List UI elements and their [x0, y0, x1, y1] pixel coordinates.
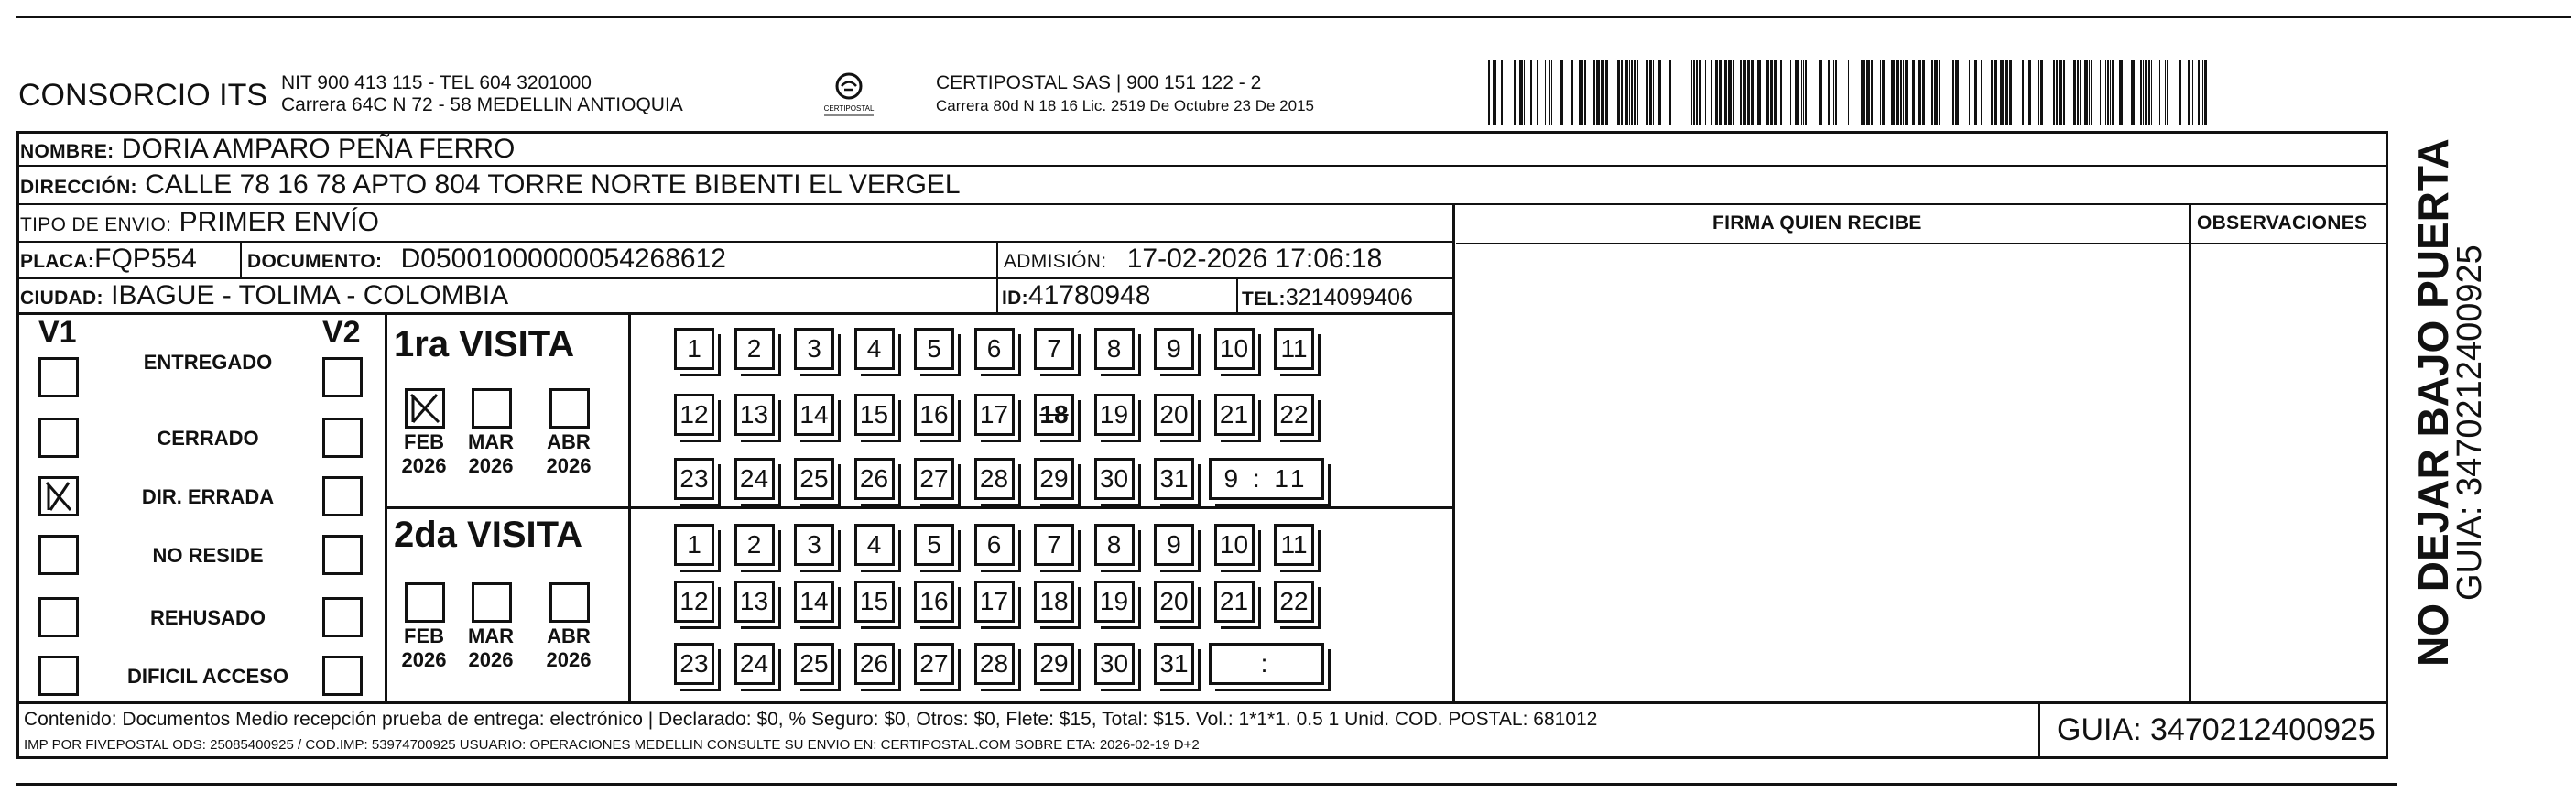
month-checkbox[interactable]	[472, 388, 512, 429]
month-checkbox[interactable]	[549, 582, 590, 623]
status-label: ENTREGADO	[143, 351, 273, 374]
day-box[interactable]: 2	[734, 524, 775, 566]
v2-header: V2	[322, 315, 361, 350]
day-box[interactable]: 14	[794, 581, 834, 623]
barcode-bar	[1488, 60, 1490, 125]
plate-label: PLACA:	[20, 251, 95, 272]
barcode-bar	[2204, 60, 2207, 125]
barcode-bar	[1530, 60, 1532, 125]
barcode-bar	[1955, 60, 1959, 125]
status-label: DIR. ERRADA	[141, 485, 275, 508]
plate-value: FQP554	[94, 244, 197, 274]
day-box[interactable]: 25	[794, 643, 834, 685]
day-box[interactable]: 15	[854, 394, 895, 436]
day-box[interactable]: 3	[794, 524, 834, 566]
tel-label: TEL:	[1242, 288, 1286, 310]
barcode-bar	[1880, 60, 1881, 125]
day-box[interactable]: 10	[1214, 524, 1255, 566]
day-box[interactable]: 23	[674, 643, 714, 685]
month-checkbox[interactable]	[405, 388, 445, 429]
barcode-bar	[1864, 60, 1865, 125]
month-name: MAR	[467, 430, 515, 453]
cell-divider	[996, 241, 998, 314]
carrier-name: CERTIPOSTAL SAS | 900 151 122 - 2	[936, 72, 1262, 93]
barcode-bar	[1696, 60, 1698, 125]
day-box[interactable]: 27	[914, 643, 954, 685]
barcode-bar	[1691, 60, 1692, 125]
barcode-bar	[1545, 60, 1546, 125]
barcode-bar	[1882, 60, 1885, 125]
day-box[interactable]: 25	[794, 458, 834, 500]
v1-header: V1	[38, 315, 77, 350]
name-label: NOMBRE:	[20, 141, 114, 162]
barcode-bar	[2143, 60, 2144, 125]
row-line	[16, 203, 2388, 205]
barcode-bar	[1549, 60, 1550, 125]
barcode-bar	[1803, 60, 1804, 125]
barcode-bar	[1981, 60, 1982, 125]
day-box[interactable]: 19	[1094, 581, 1135, 623]
day-box[interactable]: 7	[1034, 328, 1074, 370]
barcode-bar	[1751, 60, 1754, 125]
day-box[interactable]: 15	[854, 581, 895, 623]
cell-divider	[1236, 277, 1238, 314]
month-label	[540, 430, 597, 478]
status-v1-checkbox[interactable]	[38, 418, 79, 458]
barcode-bar	[1801, 60, 1802, 125]
barcode-bar	[2080, 60, 2081, 125]
day-box[interactable]: 1	[674, 328, 714, 370]
barcode-bar	[1501, 60, 1503, 125]
barcode-bar	[1757, 60, 1761, 125]
barcode-bar	[1891, 60, 1895, 125]
status-v2-checkbox[interactable]	[322, 597, 363, 637]
barcode-bar	[1617, 60, 1620, 125]
col-divider	[1452, 203, 1455, 702]
barcode-bar	[1524, 60, 1525, 125]
visit-time-field[interactable]: 9 : 11	[1209, 458, 1324, 500]
day-box[interactable]: 29	[1034, 458, 1074, 500]
send-type-field	[20, 207, 379, 241]
address-value: CALLE 78 16 78 APTO 804 TORRE NORTE BIBENTI EL VERGEL	[145, 169, 961, 200]
day-box[interactable]: 18	[1034, 581, 1074, 623]
day-box[interactable]: 20	[1154, 394, 1194, 436]
barcode-bar	[2059, 60, 2062, 125]
barcode	[1488, 60, 2221, 125]
barcode-bar	[1861, 60, 1864, 125]
id-field	[1002, 280, 1150, 314]
barcode-bar	[2145, 60, 2147, 125]
month-name: ABR	[547, 430, 591, 453]
barcode-bar	[1581, 60, 1583, 125]
day-box[interactable]: 19	[1094, 394, 1135, 436]
day-box[interactable]: 23	[674, 458, 714, 500]
month-year: 2026	[401, 648, 447, 671]
visit-divider	[385, 506, 1454, 509]
day-box[interactable]: 14	[794, 394, 834, 436]
company-name: CONSORCIO ITS	[18, 78, 268, 113]
barcode-bar	[1866, 60, 1870, 125]
day-box[interactable]: 9	[1154, 524, 1194, 566]
day-box[interactable]: 4	[854, 524, 895, 566]
admission-field	[1004, 244, 1382, 277]
day-box[interactable]: 17	[974, 394, 1015, 436]
day-box[interactable]: 11	[1274, 524, 1314, 566]
status-v1-checkbox[interactable]	[38, 476, 79, 516]
address-label: DIRECCIÓN:	[20, 177, 137, 198]
day-box[interactable]: 28	[974, 643, 1015, 685]
col-divider	[2189, 203, 2191, 702]
city-label: CIUDAD:	[20, 288, 103, 309]
status-v1-checkbox[interactable]	[38, 656, 79, 696]
row-line	[16, 241, 1454, 243]
barcode-bar	[1625, 60, 1628, 125]
barcode-bar	[1952, 60, 1954, 125]
month-checkbox[interactable]	[472, 582, 512, 623]
month-year: 2026	[546, 454, 592, 477]
barcode-bar	[2091, 60, 2092, 125]
barcode-bar	[1833, 60, 1834, 125]
day-box[interactable]: 31	[1154, 643, 1194, 685]
day-box[interactable]: 6	[974, 524, 1015, 566]
day-box[interactable]: 18	[1034, 394, 1074, 436]
barcode-bar	[1669, 60, 1671, 125]
id-label: ID:	[1002, 288, 1028, 309]
certipostal-logo	[811, 70, 886, 117]
barcode-bar	[1711, 60, 1712, 125]
barcode-bar	[2167, 60, 2168, 125]
do-not-leave-under-door: NO DEJAR BAJO PUERTA	[2409, 138, 2457, 667]
barcode-bar	[2028, 60, 2031, 125]
barcode-bar	[2151, 60, 2152, 125]
visit1-title: 1ra VISITA	[394, 324, 575, 364]
day-box[interactable]: 13	[734, 394, 775, 436]
month-year: 2026	[468, 648, 514, 671]
tel-value: 3214099406	[1285, 285, 1413, 310]
barcode-bar	[1579, 60, 1581, 125]
status-v1-checkbox[interactable]	[38, 597, 79, 637]
day-box[interactable]: 11	[1274, 328, 1314, 370]
barcode-bar	[1848, 60, 1849, 125]
barcode-bar	[2005, 60, 2008, 125]
barcode-bar	[1658, 60, 1661, 125]
barcode-bar	[1621, 60, 1623, 125]
barcode-bar	[1705, 60, 1706, 125]
barcode-bar	[2063, 60, 2065, 125]
month-label	[462, 625, 519, 672]
barcode-bar	[1905, 60, 1908, 125]
city-value: IBAGUE - TOLIMA - COLOMBIA	[111, 280, 509, 310]
admission-value: 17-02-2026 17:06:18	[1126, 244, 1383, 274]
month-year: 2026	[546, 648, 592, 671]
barcode-bar	[1733, 60, 1734, 125]
barcode-bar	[1699, 60, 1701, 125]
barcode-bar	[2159, 60, 2160, 125]
day-box[interactable]: 28	[974, 458, 1015, 500]
day-box[interactable]: 4	[854, 328, 895, 370]
barcode-bar	[1601, 60, 1604, 125]
month-name: ABR	[547, 625, 591, 647]
barcode-bar	[1715, 60, 1718, 125]
guia-divider	[2038, 701, 2040, 758]
barcode-bar	[1747, 60, 1750, 125]
footer-line	[16, 701, 2388, 704]
day-box[interactable]: 9	[1154, 328, 1194, 370]
status-label: REHUSADO	[150, 606, 266, 629]
day-box[interactable]: 21	[1214, 394, 1255, 436]
barcode-bar	[1828, 60, 1830, 125]
barcode-bar	[1819, 60, 1822, 125]
barcode-bar	[1896, 60, 1899, 125]
month-name: MAR	[467, 625, 515, 647]
day-box[interactable]: 29	[1034, 643, 1074, 685]
barcode-bar	[1493, 60, 1495, 125]
status-v2-checkbox[interactable]	[322, 535, 363, 575]
barcode-bar	[1693, 60, 1695, 125]
barcode-bar	[1605, 60, 1608, 125]
barcode-bar	[2148, 60, 2150, 125]
barcode-bar	[2056, 60, 2058, 125]
month-year: 2026	[401, 454, 447, 477]
month-checkbox[interactable]	[405, 582, 445, 623]
barcode-bar	[1551, 60, 1552, 125]
barcode-bar	[1584, 60, 1586, 125]
day-box[interactable]: 12	[674, 581, 714, 623]
admission-label: ADMISIÓN:	[1004, 251, 1107, 272]
barcode-bar	[1537, 60, 1538, 125]
barcode-bar	[2105, 60, 2106, 125]
barcode-bar	[1728, 60, 1732, 125]
month-label	[462, 430, 519, 478]
row-line	[16, 277, 1454, 279]
name-value: DORIA AMPARO PEÑA FERRO	[121, 134, 516, 164]
barcode-bar	[2179, 60, 2181, 125]
barcode-bar	[2089, 60, 2090, 125]
company-address: Carrera 64C N 72 - 58 MEDELLIN ANTIOQUIA	[281, 94, 683, 115]
day-box[interactable]: 10	[1214, 328, 1255, 370]
day-box[interactable]: 16	[914, 581, 954, 623]
day-box[interactable]: 6	[974, 328, 1015, 370]
document-value: D05001000000054268612	[400, 244, 726, 274]
barcode-bar	[2119, 60, 2123, 125]
barcode-bar	[2131, 60, 2135, 125]
barcode-bar	[1596, 60, 1600, 125]
barcode-bar	[2165, 60, 2166, 125]
name-field	[20, 134, 515, 168]
status-v2-checkbox[interactable]	[322, 476, 363, 516]
barcode-bar	[1780, 60, 1782, 125]
barcode-bar	[1790, 60, 1791, 125]
barcode-bar	[1634, 60, 1636, 125]
barcode-bar	[2053, 60, 2055, 125]
status-v1-checkbox[interactable]	[38, 535, 79, 575]
day-box[interactable]: 8	[1094, 328, 1135, 370]
send-type-label: TIPO DE ENVIO:	[20, 214, 172, 235]
barcode-bar	[2077, 60, 2079, 125]
barcode-bar	[2192, 60, 2193, 125]
visit-time-field[interactable]: :	[1209, 643, 1324, 685]
day-box[interactable]: 22	[1274, 394, 1314, 436]
barcode-bar	[1922, 60, 1925, 125]
day-box[interactable]: 24	[734, 458, 775, 500]
id-value: 41780948	[1027, 280, 1151, 310]
barcode-bar	[2038, 60, 2039, 125]
barcode-bar	[1774, 60, 1777, 125]
barcode-bar	[1743, 60, 1746, 125]
plate-field	[20, 244, 197, 277]
outer-bottom-line	[16, 783, 2397, 786]
barcode-bar	[1766, 60, 1769, 125]
month-name: FEB	[404, 625, 444, 647]
day-box[interactable]: 21	[1214, 581, 1255, 623]
month-label	[540, 625, 597, 672]
document-field	[247, 244, 726, 277]
top-border	[16, 16, 2571, 18]
day-box[interactable]: 13	[734, 581, 775, 623]
barcode-bar	[1495, 60, 1496, 125]
document-label: DOCUMENTO:	[247, 251, 383, 272]
day-box[interactable]: 24	[734, 643, 775, 685]
barcode-bar	[2100, 60, 2101, 125]
status-label: NO RESIDE	[152, 544, 264, 567]
barcode-bar	[1629, 60, 1630, 125]
day-box[interactable]: 26	[854, 643, 895, 685]
barcode-bar	[1918, 60, 1921, 125]
day-box[interactable]: 3	[794, 328, 834, 370]
barcode-bar	[2202, 60, 2203, 125]
day-box[interactable]: 17	[974, 581, 1015, 623]
barcode-bar	[2084, 60, 2088, 125]
barcode-bar	[1724, 60, 1727, 125]
barcode-bar	[2107, 60, 2109, 125]
barcode-bar	[1740, 60, 1742, 125]
barcode-bar	[1637, 60, 1638, 125]
barcode-bar	[1903, 60, 1904, 125]
day-box[interactable]: 22	[1274, 581, 1314, 623]
carrier-address: Carrera 80d N 18 16 Lic. 2519 De Octubre 23 De 2015	[936, 97, 1314, 114]
barcode-bar	[1912, 60, 1915, 125]
column-header-line	[1456, 243, 2388, 244]
day-box[interactable]: 2	[734, 328, 775, 370]
barcode-bar	[1795, 60, 1799, 125]
address-field	[20, 169, 961, 203]
tel-field	[1242, 282, 1413, 315]
status-v2-checkbox[interactable]	[322, 357, 363, 397]
day-box[interactable]: 31	[1154, 458, 1194, 500]
barcode-bar	[2000, 60, 2004, 125]
barcode-bar	[1593, 60, 1595, 125]
day-box[interactable]: 30	[1094, 458, 1135, 500]
barcode-bar	[2198, 60, 2200, 125]
barcode-bar	[1991, 60, 1993, 125]
barcode-bar	[1969, 60, 1970, 125]
day-box[interactable]: 30	[1094, 643, 1135, 685]
barcode-bar	[1974, 60, 1977, 125]
barcode-bar	[1560, 60, 1563, 125]
svg-text:CERTIPOSTAL: CERTIPOSTAL	[823, 104, 875, 113]
footer-print-info: IMP POR FIVEPOSTAL ODS: 25085400925 / COD.IMP: 53974700925 USUARIO: OPERACIONES MEDELLIN CONSULTE SU ENVIO EN: CERTIPOSTAL.COM SOBRE ETA: 2026-02-19 D+2	[24, 737, 1200, 753]
barcode-bar	[1994, 60, 1997, 125]
barcode-bar	[1939, 60, 1940, 125]
barcode-bar	[1900, 60, 1902, 125]
frame-bottom	[16, 756, 2388, 759]
barcode-bar	[1934, 60, 1938, 125]
observations-header: OBSERVACIONES	[2197, 212, 2368, 234]
day-box[interactable]: 5	[914, 524, 954, 566]
barcode-bar	[1835, 60, 1837, 125]
month-name: FEB	[404, 430, 444, 453]
day-box[interactable]: 7	[1034, 524, 1074, 566]
barcode-bar	[1770, 60, 1773, 125]
signature-header: FIRMA QUIEN RECIBE	[1712, 212, 1922, 234]
barcode-bar	[2009, 60, 2012, 125]
footer-content: Contenido: Documentos Medio recepción prueba de entrega: electrónico | Declarado: $0, % Seguro: $0, Otros: $0, Flete: $15, Total: $15. Vol.: 1*1*1. 0.5 1 Unid. COD. POSTAL: 681012	[24, 709, 1598, 730]
footer-guia: GUIA: 3470212400925	[2057, 712, 2375, 747]
day-box[interactable]: 1	[674, 524, 714, 566]
city-field	[20, 280, 508, 314]
status-v2-checkbox[interactable]	[322, 656, 363, 696]
barcode-bar	[1719, 60, 1722, 125]
month-label	[396, 430, 452, 478]
day-box[interactable]: 26	[854, 458, 895, 500]
barcode-bar	[2140, 60, 2142, 125]
barcode-bar	[1646, 60, 1648, 125]
barcode-bar	[2112, 60, 2114, 125]
barcode-bar	[1571, 60, 1573, 125]
barcode-bar	[1805, 60, 1807, 125]
day-box[interactable]: 5	[914, 328, 954, 370]
barcode-bar	[1519, 60, 1523, 125]
side-guia: GUIA: 3470212400925	[2451, 244, 2489, 601]
barcode-bar	[2110, 60, 2111, 125]
status-label: CERRADO	[157, 427, 259, 450]
barcode-bar	[2022, 60, 2024, 125]
day-box[interactable]: 20	[1154, 581, 1194, 623]
day-box[interactable]: 8	[1094, 524, 1135, 566]
barcode-bar	[2040, 60, 2043, 125]
cell-divider	[240, 241, 242, 277]
day-box[interactable]: 16	[914, 394, 954, 436]
status-v1-checkbox[interactable]	[38, 357, 79, 397]
day-box[interactable]: 12	[674, 394, 714, 436]
frame-left	[16, 131, 19, 759]
barcode-bar	[1871, 60, 1873, 125]
visit2-title: 2da VISITA	[394, 515, 582, 555]
barcode-bar	[1631, 60, 1633, 125]
send-type-value: PRIMER ENVÍO	[179, 207, 379, 237]
barcode-bar	[1653, 60, 1654, 125]
barcode-bar	[1649, 60, 1652, 125]
month-year: 2026	[468, 454, 514, 477]
barcode-bar	[1514, 60, 1516, 125]
month-label	[396, 625, 452, 672]
company-nit: NIT 900 413 115 - TEL 604 3201000	[281, 72, 592, 93]
status-label: DIFICIL ACCESO	[126, 665, 288, 688]
barcode-bar	[2188, 60, 2190, 125]
frame-right	[2386, 131, 2388, 759]
barcode-bar	[2073, 60, 2076, 125]
status-v2-checkbox[interactable]	[322, 418, 363, 458]
day-box[interactable]: 27	[914, 458, 954, 500]
month-checkbox[interactable]	[549, 388, 590, 429]
barcode-bar	[1931, 60, 1933, 125]
